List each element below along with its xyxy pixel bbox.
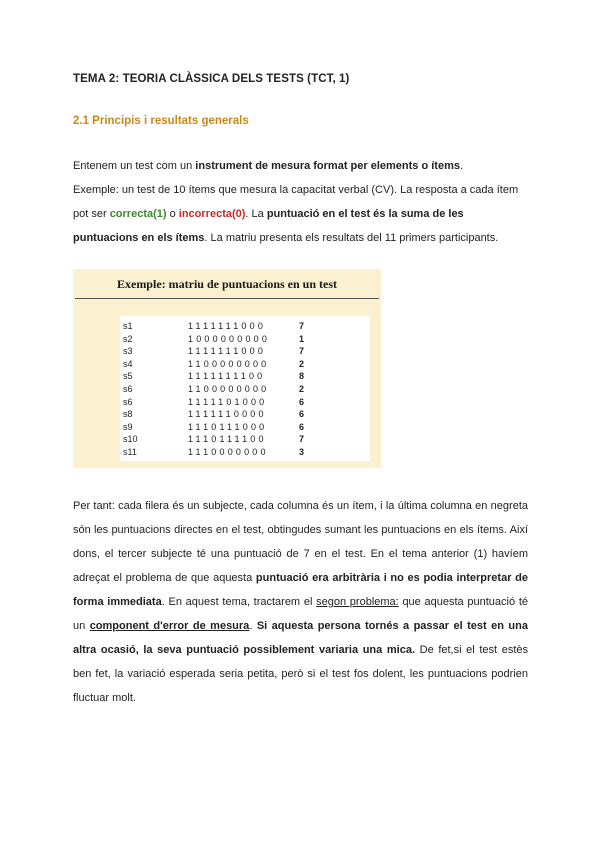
total-score: 2 [299,384,305,394]
item-scores: 1100000000 [188,358,270,369]
subject-id: s3 [123,346,133,357]
page-title: TEMA 2: TEORIA CLÀSSICA DELS TESTS (TCT, 1) [73,73,350,85]
total-score: 2 [299,358,305,369]
total-score: 6 [299,396,305,407]
item-scores: 1110000000 [188,447,269,457]
text-run: . La [245,208,267,220]
score-matrix-figure [73,269,381,468]
figure-divider [75,298,379,299]
explanation-paragraph [73,494,528,710]
score-matrix [120,316,370,461]
text-run: Per tant: cada filera és un subjecte, cada columna és un ítem, i la última columna en negreta són les puntuacions directes en el test, obtingudes sumant les puntuacions en els ítems. Així dons, el tercer subjecte té una puntuació de 7 en el test. En el tema anterior (1) havíem adreçat el problema de que aquesta [73,500,528,584]
item-scores: 1100000000 [188,384,270,394]
item-scores: 1111101000 [188,396,268,407]
total-score: 3 [299,447,305,457]
total-score: 7 [299,321,305,331]
subject-id: s6 [123,384,133,394]
item-scores: 1000000000 [188,333,271,344]
item-scores: 1111111000 [188,346,267,357]
subject-id: s6 [123,396,133,407]
text-run: . [459,160,464,172]
bold-underlined-text: component d'error de mesura [89,620,250,632]
item-scores: 1111110000 [188,409,267,420]
total-score: 1 [299,333,305,344]
subject-id: s9 [123,421,133,432]
total-score: 8 [299,371,305,382]
text-run: Exemple: un test de 10 ítems que mesura la capacitat verbal (CV). La resposta a cada ítem pot ser [73,184,519,220]
bold-text: puntuació era arbitrària i no es podia interpretar de forma immediata [73,572,528,608]
total-score: 6 [299,409,305,420]
item-scores: 1111111000 [188,321,267,331]
correct-label: correcta(1) [109,208,167,220]
bold-text: puntuació en el test és la suma de les puntuacions en els ítems [73,208,464,244]
text-run: . En aquest tema, tractarem el [161,596,317,608]
subject-id: s1 [123,321,133,331]
subject-id: s11 [123,447,137,457]
text-run: . La matriu presenta els resultats del 11 primers participants. [204,232,499,244]
incorrect-label: incorrecta(0) [178,208,246,220]
item-scores: 1110111100 [188,434,267,445]
underlined-text: segon problema: [316,596,399,608]
subject-id: s10 [123,434,138,445]
total-score: 7 [299,346,305,357]
section-heading: 2.1 Principis i resultats generals [73,115,249,127]
text-run: Entenem un test com un [73,160,196,172]
total-score: 6 [299,421,305,432]
subject-id: s8 [123,409,133,420]
text-run: o [166,208,179,220]
text-run: De fet,si el test estès ben fet, la variació esperada seria petita, però si el test fos dolent, les puntuacions podrien fluctuar molt. [73,644,528,704]
intro-paragraph [73,154,528,250]
text-run: que aquesta puntuació té un [73,596,528,632]
subject-id: s4 [123,358,133,369]
total-score: 7 [299,434,305,445]
subject-id: s5 [123,371,133,382]
text-run: . [249,620,257,632]
figure-title: Exemple: matriu de puntuacions en un test [116,277,337,291]
bold-text: Si aquesta persona tornés a passar el test en una altra ocasió, la seva puntuació possiblement variaria una mica. [73,620,528,656]
subject-id: s2 [123,333,133,344]
item-scores: 1111111100 [188,371,266,382]
bold-text: instrument de mesura format per elements o ítems [195,160,460,172]
item-scores: 1110111000 [188,421,268,432]
